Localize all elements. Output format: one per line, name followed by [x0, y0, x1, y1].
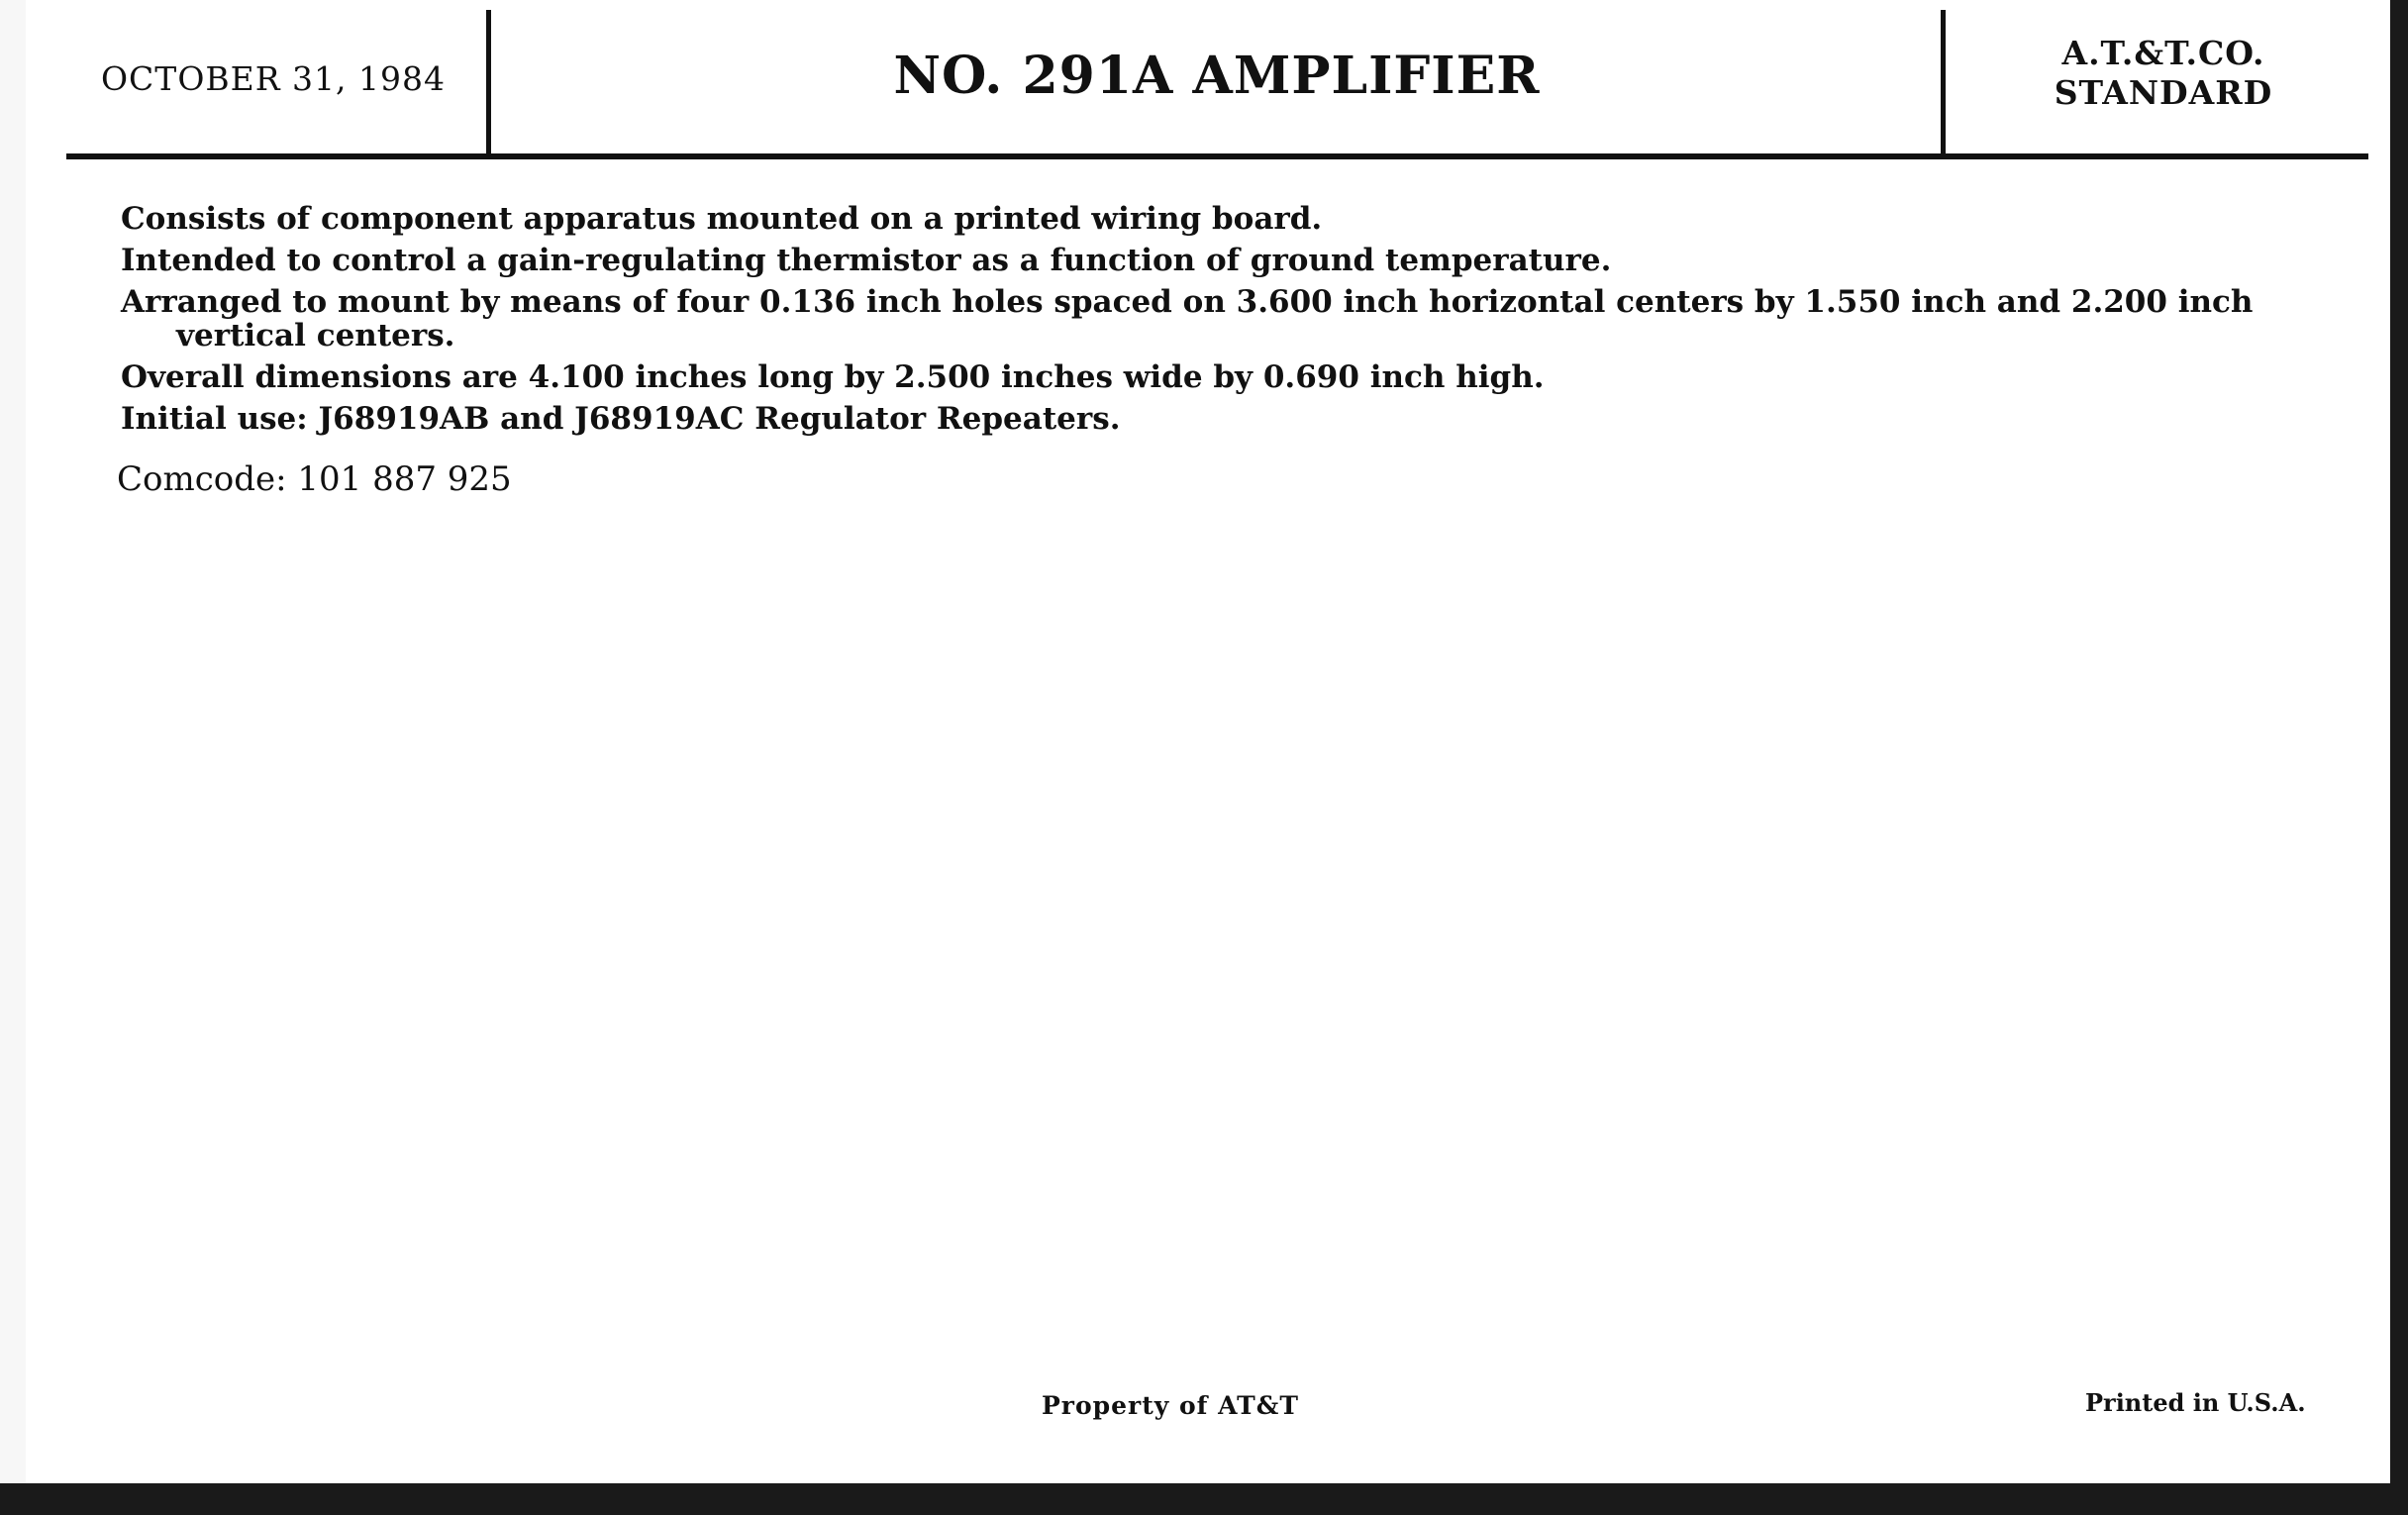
description-line: Intended to control a gain-regulating thermistor as a function of ground temperature. [121, 243, 1612, 278]
comcode: Comcode: 101 887 925 [117, 459, 512, 499]
org-name: A.T.&T.CO. [2061, 34, 2265, 72]
footer-property: Property of AT&T [1042, 1391, 1299, 1420]
description-line: Arranged to mount by means of four 0.136 inch holes spaced on 3.600 inch horizontal centers by 1.550 inch and 2.200 inch vertical centers. [121, 284, 2254, 354]
document-title: NO. 291A AMPLIFIER [893, 46, 1541, 106]
description-list [121, 202, 2329, 444]
scan-edge-right [2390, 0, 2408, 1515]
description-line: Overall dimensions are 4.100 inches long by 2.500 inches wide by 0.690 inch high. [121, 359, 1545, 395]
description-line: Consists of component apparatus mounted on a printed wiring board. [121, 201, 1323, 237]
issue-date: OCTOBER 31, 1984 [101, 59, 446, 98]
standard-org-block [1956, 34, 2371, 113]
header-divider-right [1941, 10, 1946, 156]
header-divider-left [486, 10, 491, 156]
scan-edge-left [0, 0, 26, 1483]
scan-edge-bottom [0, 1483, 2408, 1515]
org-standard-label: STANDARD [2054, 73, 2273, 112]
header-rule [66, 153, 2368, 159]
description-line: Initial use: J68919AB and J68919AC Regulator Repeaters. [121, 401, 1121, 437]
footer-printed: Printed in U.S.A. [2085, 1388, 2306, 1417]
